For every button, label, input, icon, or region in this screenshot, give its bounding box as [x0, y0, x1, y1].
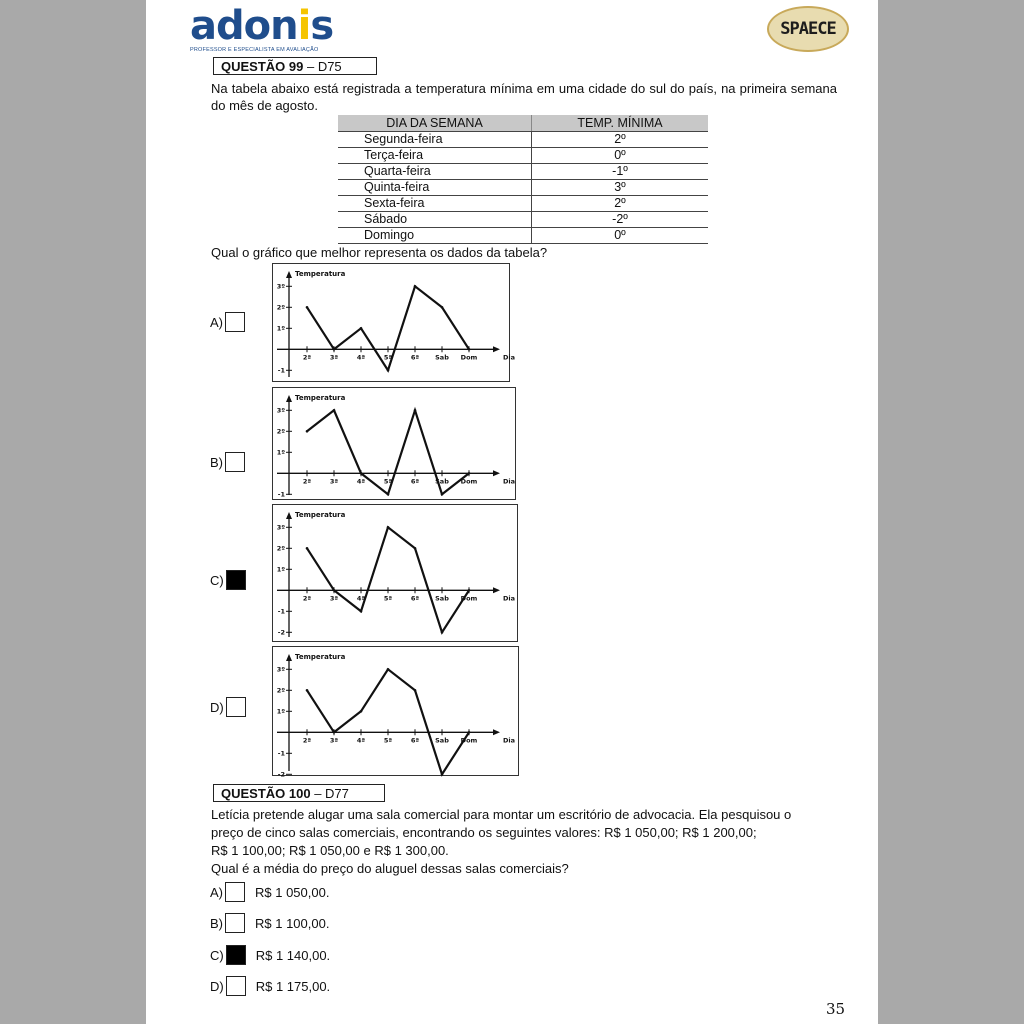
q100-option-b[interactable]: [210, 913, 329, 933]
table-cell-day: Segunda-feira: [338, 132, 532, 148]
data-point: [468, 472, 471, 475]
table-cell-day: Domingo: [338, 228, 532, 244]
y-tick-label: 2º: [276, 686, 285, 695]
data-point: [468, 589, 471, 592]
x-tick-label: Dom: [460, 477, 478, 486]
x-tick-label: 3ª: [329, 594, 339, 603]
q100-option-c-checkbox[interactable]: [226, 945, 246, 965]
q100-option-a[interactable]: [210, 882, 329, 902]
q100-option-c[interactable]: [210, 945, 330, 965]
option-c-checkbox[interactable]: [226, 570, 246, 590]
data-point: [333, 409, 336, 412]
data-point: [468, 348, 471, 351]
chart-b: [272, 387, 516, 500]
data-point: [387, 369, 390, 372]
x-tick-label: 3ª: [329, 477, 339, 486]
x-tick-label: 6ª: [410, 353, 420, 362]
x-tick-label: Sab: [435, 353, 449, 362]
table-cell-day: Sexta-feira: [338, 196, 532, 212]
data-point: [441, 306, 444, 309]
data-point: [387, 526, 390, 529]
table-row: [338, 212, 708, 228]
table-row: [338, 196, 708, 212]
option-letter: B): [210, 454, 223, 470]
x-tick-label: 3ª: [329, 736, 339, 745]
x-tick-label: 5ª: [383, 594, 393, 603]
option-letter: D): [210, 978, 224, 994]
data-point: [360, 472, 363, 475]
y-tick-label: 1º: [276, 707, 285, 716]
data-point: [306, 306, 309, 309]
x-tick-label: Sab: [435, 477, 449, 486]
x-tick-label: 2ª: [302, 736, 312, 745]
x-tick-label: Dom: [460, 353, 478, 362]
x-tick-label: Dom: [460, 594, 478, 603]
y-tick-label: 3º: [276, 406, 285, 415]
table-cell-day: Terça-feira: [338, 148, 532, 164]
q100-option-d-text: R$ 1 175,00.: [255, 978, 331, 994]
y-tick-label: 3º: [276, 665, 285, 674]
seal-text: SPAECE: [780, 19, 836, 39]
option-b[interactable]: [210, 452, 245, 472]
option-letter: A): [210, 314, 223, 330]
x-axis-label: Dia: [503, 353, 516, 362]
data-point: [441, 493, 444, 496]
data-point: [306, 430, 309, 433]
y-tick-label: -2: [277, 628, 285, 637]
x-tick-label: 3ª: [329, 353, 339, 362]
question-99-prompt: Qual o gráfico que melhor representa os dados da tabela?: [211, 245, 548, 260]
y-tick-label: -2: [277, 770, 285, 779]
q100-option-c-text: R$ 1 140,00.: [255, 947, 331, 963]
data-point: [360, 610, 363, 613]
data-point: [387, 493, 390, 496]
spaece-seal: [767, 6, 849, 52]
table-row: [338, 228, 708, 244]
data-point: [306, 547, 309, 550]
chart-title: Temperatura: [295, 394, 346, 402]
x-axis-label: Dia: [503, 594, 516, 603]
data-point: [414, 285, 417, 288]
logo-wordmark: adonis: [190, 3, 334, 49]
x-tick-label: 5ª: [383, 353, 393, 362]
question-99-intro: Na tabela abaixo está registrada a temperatura mínima em uma cidade do sul do país, na primeira semana do mês de agosto.: [211, 81, 837, 113]
x-tick-label: 5ª: [383, 736, 393, 745]
chart-a: [272, 263, 516, 382]
y-axis-arrow-icon: [286, 395, 292, 402]
chart-title: Temperatura: [295, 511, 346, 519]
q100-option-b-checkbox[interactable]: [225, 913, 245, 933]
y-tick-label: 2º: [276, 303, 285, 312]
option-a-checkbox[interactable]: [225, 312, 245, 332]
y-tick-label: 1º: [276, 324, 285, 333]
table-row: [338, 132, 708, 148]
option-c[interactable]: [210, 570, 246, 590]
table-cell-temp: 0º: [532, 228, 709, 244]
option-b-checkbox[interactable]: [225, 452, 245, 472]
q100-option-d-checkbox[interactable]: [226, 976, 246, 996]
y-tick-label: 2º: [276, 544, 285, 553]
q100-option-a-text: R$ 1 050,00.: [255, 884, 330, 900]
x-tick-label: Sab: [435, 736, 449, 745]
question-99-header: QUESTÃO 99 – D75: [213, 57, 377, 75]
y-tick-label: 1º: [276, 565, 285, 574]
question-100-line: Letícia pretende alugar uma sala comercial para montar um escritório de advocacia. Ela pesquisou o: [211, 807, 792, 822]
q100-option-d[interactable]: [210, 976, 330, 996]
document-page: [146, 0, 878, 1024]
data-point: [414, 689, 417, 692]
x-tick-label: 6ª: [410, 477, 420, 486]
data-point: [333, 589, 336, 592]
table-cell-temp: 3º: [532, 180, 709, 196]
table-row: [338, 148, 708, 164]
table-cell-day: Sábado: [338, 212, 532, 228]
table-cell-day: Quinta-feira: [338, 180, 532, 196]
table-cell-temp: -1º: [532, 164, 709, 180]
x-tick-label: 6ª: [410, 594, 420, 603]
question-100-text: [211, 806, 837, 878]
question-100-prompt: Qual é a média do preço do aluguel dessas salas comerciais?: [211, 861, 569, 876]
data-point: [468, 731, 471, 734]
y-tick-label: -1: [277, 607, 285, 616]
y-tick-label: 3º: [276, 282, 285, 291]
option-d-checkbox[interactable]: [226, 697, 246, 717]
table-row: [338, 180, 708, 196]
table-cell-temp: 0º: [532, 148, 709, 164]
data-point: [360, 327, 363, 330]
y-tick-label: 1º: [276, 448, 285, 457]
y-tick-label: 3º: [276, 523, 285, 532]
x-axis-label: Dia: [503, 736, 516, 745]
table-header-day: DIA DA SEMANA: [338, 115, 532, 132]
table-cell-temp: -2º: [532, 212, 709, 228]
data-point: [306, 689, 309, 692]
q100-option-b-text: R$ 1 100,00.: [255, 915, 330, 931]
chart-d-svg: [273, 647, 518, 779]
x-tick-label: 2ª: [302, 353, 312, 362]
chart-c-svg: [273, 505, 517, 641]
adonis-logo: [190, 3, 334, 53]
chart-title: Temperatura: [295, 270, 346, 278]
option-letter: B): [210, 915, 223, 931]
chart-d: [272, 646, 519, 779]
y-tick-label: -1: [277, 366, 285, 375]
x-tick-label: 2ª: [302, 477, 312, 486]
x-tick-label: 4ª: [356, 477, 366, 486]
table-row: [338, 164, 708, 180]
y-axis-arrow-icon: [286, 271, 292, 278]
x-tick-label: 4ª: [356, 353, 366, 362]
data-point: [360, 710, 363, 713]
x-axis-arrow-icon: [493, 470, 500, 476]
data-point: [441, 631, 444, 634]
question-100-line: preço de cinco salas comerciais, encontrando os seguintes valores: R$ 1 050,00; R$ 1 200,00;: [211, 825, 757, 840]
series-line: [307, 669, 469, 774]
x-tick-label: 6ª: [410, 736, 420, 745]
data-point: [414, 409, 417, 412]
option-letter: C): [210, 947, 224, 963]
y-tick-label: -1: [277, 490, 285, 499]
x-axis-arrow-icon: [493, 587, 500, 593]
chart-title: Temperatura: [295, 653, 346, 661]
x-tick-label: Sab: [435, 594, 449, 603]
temperature-table: [338, 115, 708, 244]
table-cell-day: Quarta-feira: [338, 164, 532, 180]
chart-c: [272, 504, 518, 642]
data-point: [387, 668, 390, 671]
data-point: [333, 348, 336, 351]
y-axis-arrow-icon: [286, 654, 292, 661]
data-point: [333, 731, 336, 734]
x-tick-label: 2ª: [302, 594, 312, 603]
x-tick-label: 5ª: [383, 477, 393, 486]
x-axis-arrow-icon: [493, 346, 500, 352]
q100-option-a-checkbox[interactable]: [225, 882, 245, 902]
table-header-row: [338, 115, 708, 132]
x-axis-label: Dia: [503, 477, 516, 486]
question-100-header: QUESTÃO 100 – D77: [213, 784, 385, 802]
chart-b-svg: [273, 388, 515, 499]
data-point: [414, 547, 417, 550]
x-axis-arrow-icon: [493, 729, 500, 735]
x-tick-label: 4ª: [356, 736, 366, 745]
y-tick-label: -1: [277, 749, 285, 758]
table-cell-temp: 2º: [532, 132, 709, 148]
y-axis-arrow-icon: [286, 512, 292, 519]
option-letter: A): [210, 884, 223, 900]
question-100-line: R$ 1 100,00; R$ 1 050,00 e R$ 1 300,00.: [211, 843, 449, 858]
series-line: [307, 527, 469, 632]
option-letter: D): [210, 699, 224, 715]
chart-a-svg: [273, 264, 516, 381]
option-letter: C): [210, 572, 224, 588]
option-d[interactable]: [210, 697, 246, 717]
table-header-temp: TEMP. MÍNIMA: [532, 115, 709, 132]
y-tick-label: 2º: [276, 427, 285, 436]
data-point: [441, 773, 444, 776]
x-tick-label: 4ª: [356, 594, 366, 603]
page-number: 35: [826, 1000, 846, 1018]
table-cell-temp: 2º: [532, 196, 709, 212]
option-a[interactable]: [210, 312, 245, 332]
logo-tagline: PROFESSOR E ESPECIALISTA EM AVALIAÇÃO: [190, 47, 319, 53]
x-tick-label: Dom: [460, 736, 478, 745]
